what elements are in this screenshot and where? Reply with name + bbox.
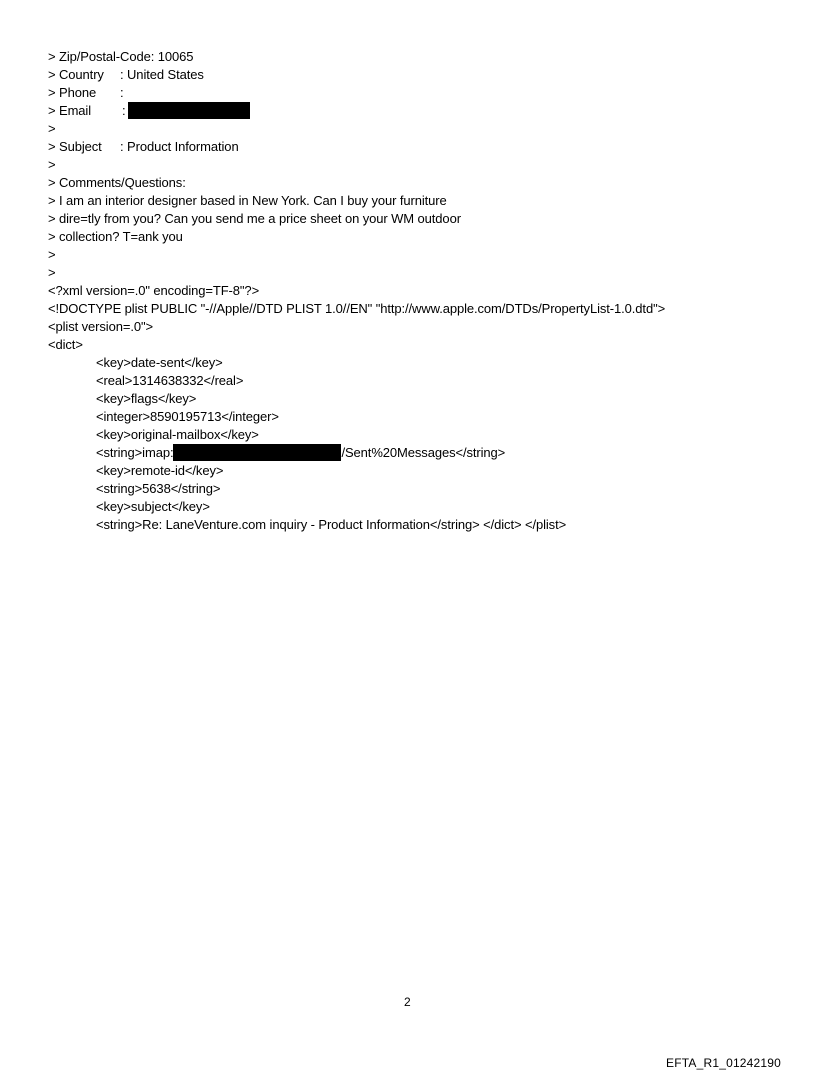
subject-value: : Product Information [120, 139, 239, 154]
dict-open-tag: <dict> [48, 337, 83, 352]
imap-suffix: /Sent%20Messages</string> [341, 445, 506, 460]
subject-label: > Subject [48, 139, 102, 154]
phone-line [48, 84, 124, 102]
plist-value: <real>1314638332</real> [96, 373, 244, 388]
country-label: > Country [48, 67, 104, 82]
country-line [48, 66, 204, 84]
plist-imap-line [96, 444, 505, 462]
doctype-line: <!DOCTYPE plist PUBLIC "-//Apple//DTD PLIST 1.0//EN" "http://www.apple.com/DTDs/PropertyList-1.0.dtd"> [48, 301, 666, 316]
plist-key: <key>subject</key> [96, 499, 210, 514]
xml-declaration: <?xml version=.0" encoding=TF-8"?> [48, 283, 260, 298]
plist-key: <key>remote-id</key> [96, 463, 224, 478]
zip-line: > Zip/Postal-Code: 10065 [48, 49, 194, 64]
subject-line [48, 138, 239, 156]
plist-value: <string>Re: LaneVenture.com inquiry - Product Information</string> </dict> </plist> [96, 517, 567, 532]
email-value: : [122, 103, 126, 118]
plist-key: <key>date-sent</key> [96, 355, 223, 370]
phone-value: : [120, 85, 124, 100]
blank-quote-line: > [48, 121, 56, 136]
blank-quote-line: > [48, 265, 56, 280]
plist-key: <key>original-mailbox</key> [96, 427, 259, 442]
plist-value: <string>5638</string> [96, 481, 221, 496]
comments-line: > collection? T=ank you [48, 229, 183, 244]
blank-quote-line: > [48, 157, 56, 172]
comments-line: > I am an interior designer based in New York. Can I buy your furniture [48, 193, 447, 208]
comments-line: > dire=tly from you? Can you send me a price sheet on your WM outdoor [48, 211, 461, 226]
email-line [48, 102, 250, 120]
plist-value: <integer>8590195713</integer> [96, 409, 279, 424]
email-label: > Email [48, 103, 92, 118]
email-redaction [128, 102, 250, 119]
phone-label: > Phone [48, 85, 97, 100]
blank-quote-line: > [48, 247, 56, 262]
imap-prefix: <string>imap: [96, 445, 174, 460]
plist-open-tag: <plist version=.0"> [48, 319, 153, 334]
plist-key: <key>flags</key> [96, 391, 197, 406]
bates-number: EFTA_R1_01242190 [666, 1056, 782, 1070]
page-number: 2 [404, 995, 411, 1009]
comments-heading: > Comments/Questions: [48, 175, 186, 190]
country-value: : United States [120, 67, 204, 82]
imap-redaction [173, 444, 341, 461]
